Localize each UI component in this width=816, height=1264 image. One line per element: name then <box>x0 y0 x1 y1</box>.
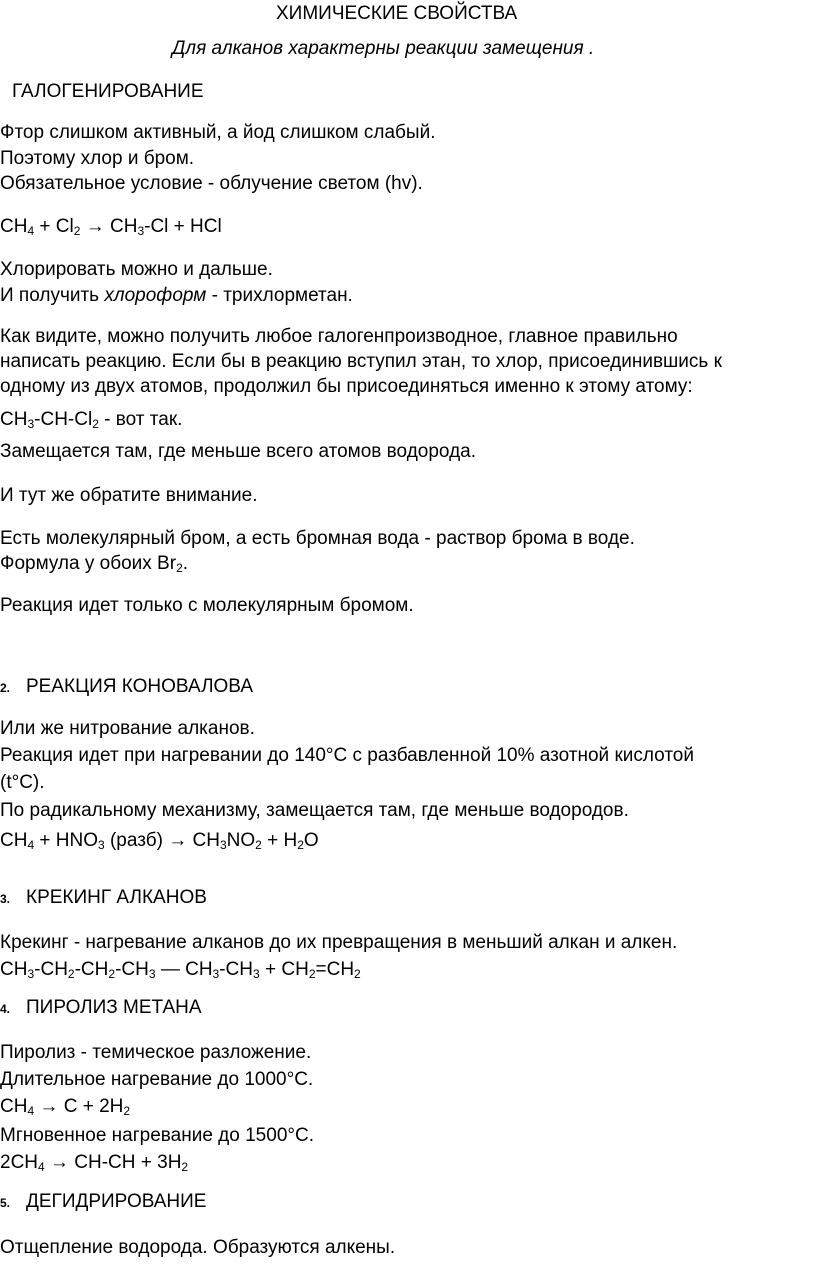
section-heading-pyrolysis: 4. ПИРОЛИЗ МЕТАНА <box>0 996 202 1021</box>
equation-chlorination: $CH_4 + Cl_2 \to CH_3-Cl$ + HCl <box>0 216 222 238</box>
paragraph: Замещается там, где меньше всего атомов водорода. <box>0 441 477 462</box>
paragraph: Обязательное условие - облучение светом (hv). <box>0 173 423 194</box>
section-number: 5. <box>0 1196 11 1210</box>
paragraph: Пиролиз - темическое разложение. <box>0 1042 312 1063</box>
paragraph: одному из двух атомов, продолжил бы присоединяться именно к этому атому: <box>0 376 693 397</box>
paragraph: По радикальному механизму, замещается там, где меньше водородов. <box>0 800 629 821</box>
paragraph: Или же нитрование алканов. <box>0 718 255 739</box>
paragraph: Длительное нагревание до 1000°С. <box>0 1069 314 1090</box>
paragraph: И тут же обратите внимание. <box>0 485 258 506</box>
section-number: 2. <box>0 681 11 695</box>
equation-cracking: $CH_3-CH_2-CH_2-CH_3$ — $CH_3-CH_3 + CH_2=CH_2$ <box>0 959 361 981</box>
paragraph: Формула у обоих $Br_2$. <box>0 553 189 575</box>
paragraph: Поэтому хлор и бром. <box>0 148 195 169</box>
paragraph: Хлорировать можно и дальше. <box>0 259 273 280</box>
section-heading-halogenation: ГАЛОГЕНИРОВАНИЕ <box>12 81 204 102</box>
equation-pyrolysis-2: $2CH_4 \to CH-CH + 3H_2$ <box>0 1152 189 1174</box>
paragraph: Фтор слишком активный, а йод слишком слабый. <box>0 122 436 143</box>
section-number: 4. <box>0 1002 11 1016</box>
paragraph: Мгновенное нагревание до 1500°С. <box>0 1125 314 1146</box>
paragraph: (t°C). <box>0 772 45 793</box>
page-title: ХИМИЧЕСКИЕ СВОЙСТВА <box>276 3 518 24</box>
paragraph: написать реакцию. Если бы в реакцию вступил этан, то хлор, присоединившись к <box>0 351 722 372</box>
paragraph: Реакция идет при нагревании до 140°С с разбавленной 10% азотной кислотой <box>0 745 694 766</box>
section-heading-cracking: 3. КРЕКИНГ АЛКАНОВ <box>0 886 207 911</box>
paragraph: Реакция идет только с молекулярным бромом. <box>0 595 414 616</box>
paragraph: И получить хлороформ - трихлорметан. <box>0 285 353 306</box>
page-subtitle: Для алканов характерны реакции замещения . <box>172 38 595 59</box>
section-heading-konovalov: 2. РЕАКЦИЯ КОНОВАЛОВА <box>0 675 253 700</box>
section-number: 3. <box>0 892 11 906</box>
section-heading-dehydrogenation: 5. ДЕГИДРИРОВАНИЕ <box>0 1190 206 1215</box>
paragraph: Как видите, можно получить любое галогенпроизводное, главное правильно <box>0 326 678 347</box>
equation-nitration: $CH_4 + HNO_3$ (разб) → $CH_3NO_2 + H_2O$ <box>0 830 319 852</box>
formula-line: $CH_3-CH-Cl_2$ - вот так. <box>0 409 183 431</box>
paragraph: Есть молекулярный бром, а есть бромная вода - раствор брома в воде. <box>0 528 635 549</box>
equation-pyrolysis-1: $CH_4 \to C + 2H_2$ <box>0 1096 131 1118</box>
paragraph: Крекинг - нагревание алканов до их превращения в меньший алкан и алкен. <box>0 932 678 953</box>
paragraph: Отщепление водорода. Образуются алкены. <box>0 1237 396 1258</box>
